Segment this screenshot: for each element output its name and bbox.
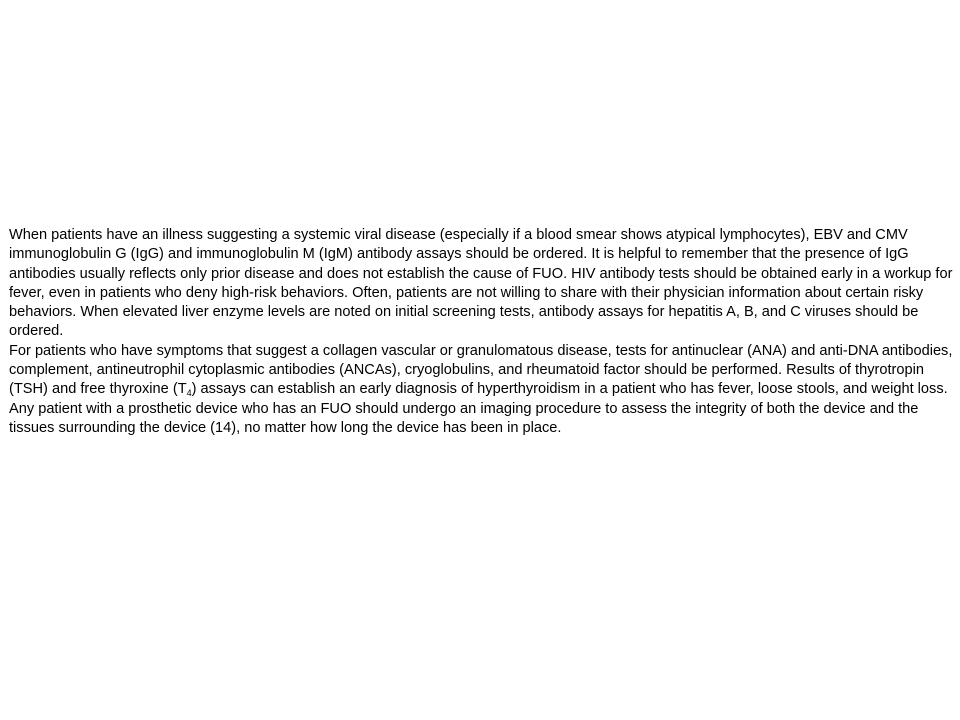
body-text [9, 226, 953, 438]
thyroxine-subscript: 4 [186, 388, 192, 399]
paragraph-viral-disease: When patients have an illness suggesting a systemic viral disease (especially if a blood smear shows atypical lymphocytes), EBV and CMV immunoglobulin G (IgG) and immunoglobulin M (IgM) antibody assays should be ordered. It is helpful to remember that the presence of IgG antibodies usually reflects only prior disease and does not establish the cause of FUO. HIV antibody tests should be obtained early in a workup for fever, even in patients who deny high-risk behaviors. Often, patients are not willing to share with their physician information about certain risky behaviors. When elevated liver enzyme levels are noted on initial screening tests, antibody assays for hepatitis A, B, and C viruses should be ordered. [9, 227, 953, 340]
paragraph-2-text-start: For patients who have symptoms that suggest a collagen vascular or granulomatous disease, tests for antinuclear (ANA) and anti-DNA antibodies, complement, antineutrophil cytoplasmic antibodies (ANCAs), cryoglobulins, and rheumatoid factor should be performed. Results of thyrotropin (TSH) and free thyroxine (T [9, 342, 953, 398]
paragraph-2-text-end: ) assays can establish an early diagnosis of hyperthyroidism in a patient who has fever, loose stools, and weight loss. Any patient with a prosthetic device who has an FUO should undergo an imaging procedure to assess the integrity of both the device and the tissues surrounding the device (14), no matter how long the device has been in place. [9, 381, 948, 436]
paragraph-collagen-vascular [9, 342, 953, 438]
